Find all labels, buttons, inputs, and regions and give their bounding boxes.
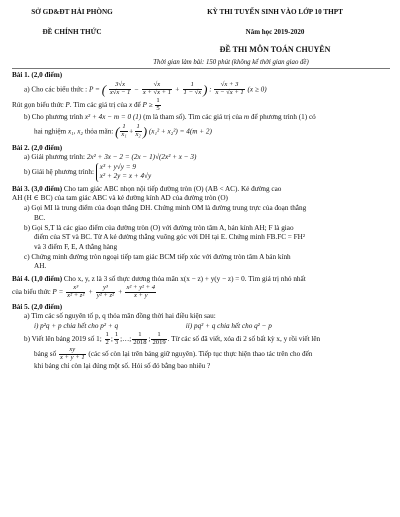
problem-5b-text2: (các số còn lại trên bảng giữ nguyên). Tiếp tục thực hiện thao tác trên cho đến — [88, 349, 313, 358]
expression-p: P = ( $\frac{3√x}{x√x - 1}$ − $\frac{√x}{x + √x + 1}$ + $\frac{1}{1 - √x}$ ) : $\frac{√x + 3}{x - √x + 1}$ (x ≥ 0) — [88, 81, 267, 97]
header-left — [12, 4, 132, 58]
problem-3c — [24, 253, 390, 263]
equation-system — [96, 163, 151, 182]
problem-2a — [24, 153, 390, 163]
department-name: SỞ GD&ĐT HẢI PHÒNG — [31, 8, 113, 16]
problem-1a-label: a) — [24, 85, 30, 94]
school-year: Năm học 2019-2020 — [245, 27, 305, 36]
problem-4-text: Cho x, y, z là 3 số thực dương thỏa mãn x(x − z) + y(y − z) = 0. Tìm giá trị nhỏ nhất — [63, 275, 306, 284]
problem-3c-text2: AH. — [34, 262, 47, 271]
system-eq2: x² + 2y = x + 4√y — [99, 172, 152, 181]
problem-2b — [24, 163, 390, 182]
simplify-tail: . Tìm các giá trị của — [69, 101, 128, 110]
problem-5b-text2-pre: bảng số — [34, 349, 57, 358]
problem-2a-text: Giải phương trình: — [31, 153, 86, 162]
problem-3b-text2: điểm của ST và BC. Từ A kẻ đường thẳng vuông góc với DH tại E. Chứng minh FB.FC = FH² — [34, 233, 306, 242]
problem-1b-text2: (m là tham số). Tìm các giá trị của — [143, 113, 243, 122]
problem-1b-text3: để phương trình — [250, 113, 297, 122]
simplify-text: Rút gọn biểu thức — [12, 101, 64, 110]
divider — [12, 68, 390, 69]
problem-1b-text5: hai nghiệm — [34, 127, 67, 136]
header-right — [160, 4, 390, 58]
problem-2b-text: Giải hệ phương trình: — [31, 168, 94, 176]
official-label: ĐỀ CHÍNH THỨC — [42, 27, 102, 36]
problem-1-title: Bài 1. (2,0 điểm) — [12, 71, 63, 80]
problem-3b-label: b) — [24, 223, 30, 232]
problem-5b-line2: bảng số $\frac{xy}{x + y + 1}$ (các số còn lại trên bảng giữ nguyên). Tiếp tục thực hiện thao tác trên cho đến — [34, 345, 313, 361]
problem-1a-text: Cho các biểu thức : — [31, 85, 88, 94]
subject-title: ĐỀ THI MÔN TOÁN CHUYÊN — [219, 45, 331, 55]
problem-3b — [24, 224, 390, 234]
problem-3b-text3: và 3 điểm F, E, A thẳng hàng — [34, 243, 118, 252]
problem-5b: b) Viết lên bảng 2019 số 1; $\frac{1}{2}$ ; $\frac{1}{3}$ ;…; $\frac{1}{2018}$ ; $\frac{1}{2019}$ . Từ các số đã viết, xóa đi 2 số bất kỳ x, y rồi viết lên — [24, 330, 321, 346]
problem-5a-conditions — [34, 322, 390, 332]
problem-3a-text2: BC. — [34, 213, 46, 222]
system-eq1: x³ + y√y = 9 — [99, 162, 136, 171]
condition-i: i) p²q + p chia hết cho p² + q — [34, 322, 119, 331]
problem-3-intro-text: Cho tam giác ABC nhọn nội tiếp đường tròn (O) (AB < AC). Kẻ đường cao — [63, 184, 282, 193]
problem-3a — [24, 204, 390, 214]
problem-3c-label: c) — [24, 252, 30, 261]
problem-3a-label: a) — [24, 204, 30, 213]
problem-4 — [12, 275, 390, 285]
problem-1a-simplify: Rút gọn biểu thức P. Tìm các giá trị của x để P ≥ $\frac{1}{5}$ — [12, 97, 160, 113]
problem-1b-line2: hai nghiệm x₁, x₂ thỏa mãn: ( $\frac{1}{\text{x₁}}$ + $\frac{1}{\text{x₂}}$ ) (x₁² + x₂²) = 4(m + 2) — [34, 123, 212, 139]
problem-1b-text: Cho phương trình — [31, 113, 84, 122]
problem-5a-text: Tìm các số nguyên tố p, q thỏa mãn đồng thời hai điều kiện sau: — [31, 312, 216, 321]
problem-2b-label: b) — [24, 168, 30, 176]
problem-5a-label: a) — [24, 312, 30, 321]
problem-5b-text3: khi bảng chỉ còn lại đúng một số. Hỏi số đó bằng bao nhiêu ? — [34, 361, 211, 370]
problem-5b-text: Viết lên bảng 2019 số 1; — [31, 334, 102, 343]
problem-1b-condition: (x₁² + x₂²) = 4(m + 2) — [148, 127, 212, 136]
condition-ii: ii) pq² + q chia hết cho q² − p — [185, 322, 272, 331]
problem-3-intro — [12, 185, 390, 195]
problem-5b-text-tail: . Từ các số đã viết, xóa đi 2 số bất kỳ x, y rồi viết lên — [167, 334, 321, 343]
problem-3a-text: Gọi MI là trung điểm của đoạn thẳng DH. Chứng minh OM là đường trung trực của đoạn thẳng — [31, 204, 307, 213]
problem-2a-equation: 2x² + 3x − 2 = (2x − 1)√(2x² + x − 3) — [86, 153, 197, 162]
problem-4-text2: của biểu thức — [12, 287, 51, 296]
problem-5b-label: b) — [24, 334, 30, 343]
problem-5-title: Bài 5. (2,0 điểm) — [12, 302, 63, 311]
problem-3b-text: Gọi S,T là các giao điểm của đường tròn (O) với đường tròn tâm A, bán kính AH; F là giao — [31, 223, 294, 232]
simplify-tail2: để — [133, 101, 141, 110]
problem-1b-text4: có — [308, 113, 316, 122]
problem-3-intro-text2: AH (H ∈ BC) của tam giác ABC và kẻ đường kính AD của đường tròn (O) — [12, 194, 228, 203]
problem-4-title: Bài 4. (1,0 điểm) — [12, 275, 63, 284]
exam-title: KỲ THI TUYỂN SINH VÀO LỚP 10 THPT — [207, 8, 343, 16]
problem-2a-label: a) — [24, 153, 30, 162]
problem-1a — [24, 81, 390, 99]
problem-5a — [24, 312, 390, 322]
problem-1b-equation: x² + 4x − m = 0 (1) — [84, 113, 142, 122]
problem-3c-text: Chứng minh đường tròn ngoại tiếp tam giác BCM tiếp xúc với đường tròn tâm A bán kính — [31, 252, 291, 261]
problem-4-expression: của biểu thức P = $\frac{\text{x³}}{\text{x² + z²}}$ + $\frac{\text{y³}}{\text{y² + z²}}$ + $\frac{\text{x² + y² + 4}}{x + y}$ — [12, 283, 156, 299]
problem-2-title: Bài 2. (2,0 điểm) — [12, 143, 63, 152]
exam-header — [12, 4, 390, 58]
problem-1b: b) Cho phương trình x² + 4x − m = 0 (1) (m là tham số). Tìm các giá trị của m để phương trình (1) có — [24, 113, 316, 122]
time-limit: Thời gian làm bài: 150 phút (không kể thời gian giao đề) — [153, 59, 309, 66]
problem-1b-text6: thỏa mãn: — [84, 127, 114, 136]
problem-3-title: Bài 3. (3,0 điểm) — [12, 184, 63, 193]
problem-1b-label: b) — [24, 113, 30, 122]
